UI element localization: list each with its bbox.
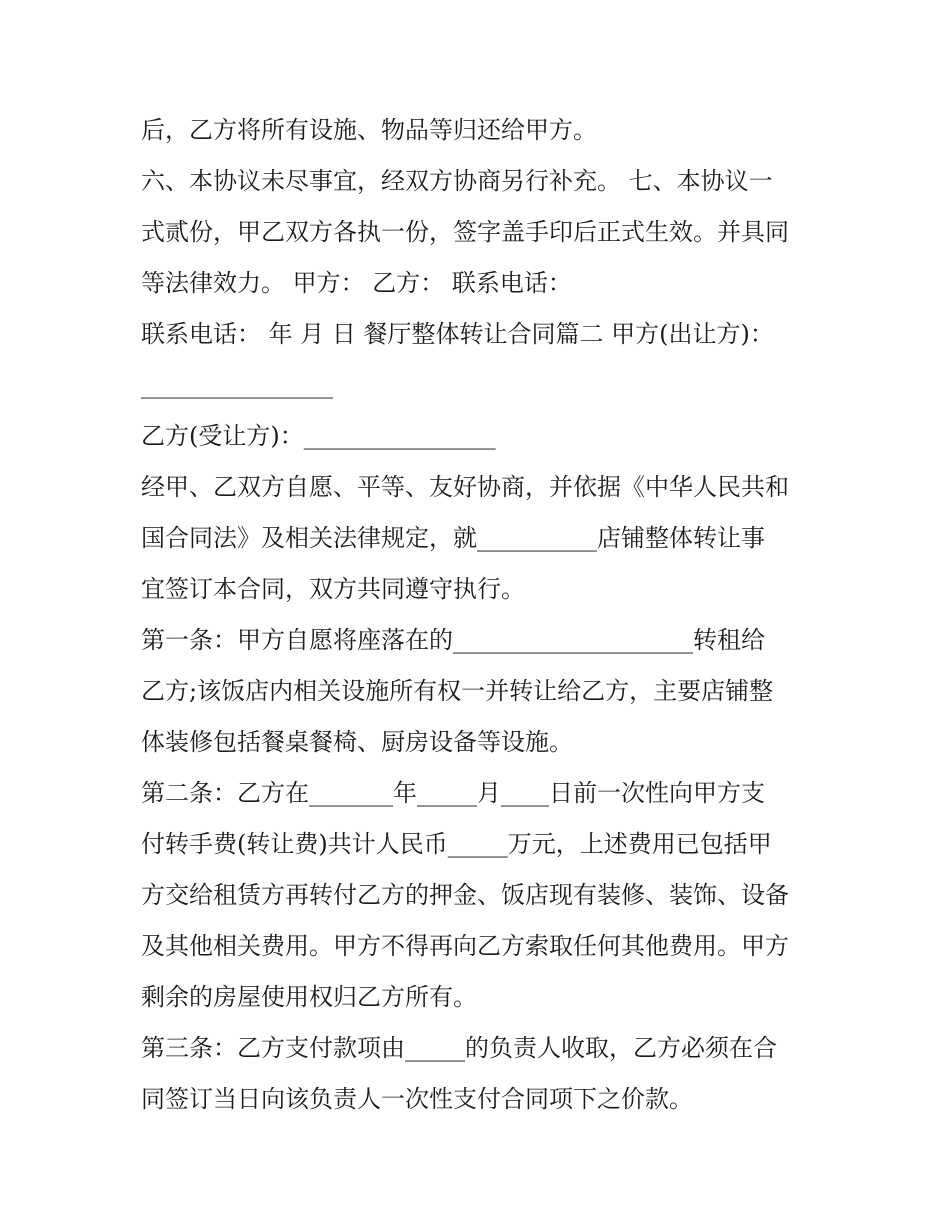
text-line: 方交给租赁方再转付乙方的押金、饭店现有装修、装饰、设备 (141, 881, 789, 909)
text-line: 后，乙方将所有设施、物品等归还给甲方。 (141, 116, 597, 144)
text-line: 国合同法》及相关法律规定，就__________店铺整体转让事 (141, 524, 765, 552)
contract-text (141, 105, 821, 1125)
text-line: 同签订当日向该负责人一次性支付合同项下之价款。 (141, 1085, 693, 1113)
text-line: 等法律效力。 甲方： 乙方： 联系电话： (141, 269, 572, 297)
article-2-line: 第二条：乙方在_______年_____月____日前一次性向甲方支 (141, 779, 765, 807)
text-line: 剩余的房屋使用权归乙方所有。 (141, 983, 477, 1011)
text-line: 乙方(受让方)：________________ (141, 422, 496, 450)
text-line: 付转手费(转让费)共计人民币_____万元，上述费用已包括甲 (141, 830, 772, 858)
text-line: 及其他相关费用。甲方不得再向乙方索取任何其他费用。甲方 (141, 932, 789, 960)
text-line: 经甲、乙双方自愿、平等、友好协商，并依据《中华人民共和 (141, 473, 789, 501)
text-line: 式贰份，甲乙双方各执一份，签字盖手印后正式生效。并具同 (141, 218, 789, 246)
article-1-line: 第一条：甲方自愿将座落在的____________________转租给 (141, 626, 765, 654)
article-3-line: 第三条：乙方支付款项由_____的负责人收取，乙方必须在合 (141, 1034, 777, 1062)
text-line: 联系电话： 年 月 日 餐厅整体转让合同篇二 甲方(出让方)： (141, 320, 774, 348)
text-line: 乙方;该饭店内相关设施所有权一并转让给乙方，主要店铺整 (141, 677, 774, 705)
text-line: 宜签订本合同，双方共同遵守执行。 (141, 575, 525, 603)
text-line: 六、本协议未尽事宜，经双方协商另行补充。 七、本协议一 (141, 167, 773, 195)
blank-signature-line: ________________ (141, 371, 333, 399)
text-line: 体装修包括餐桌餐椅、厨房设备等设施。 (141, 728, 573, 756)
